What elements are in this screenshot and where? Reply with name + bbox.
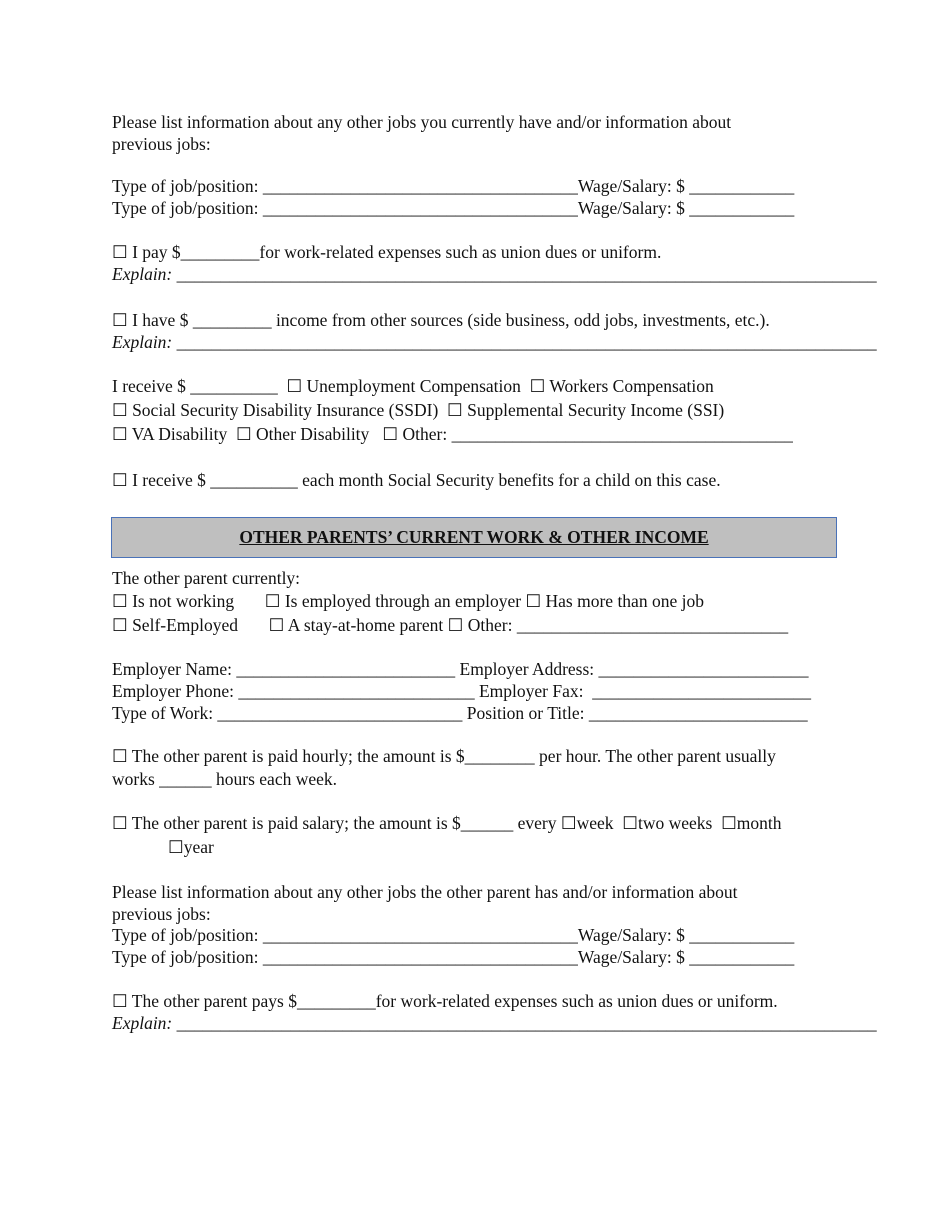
week-label: week [576, 813, 623, 833]
op-jobs-intro-line1: Please list information about any other jobs the other parent has and/or information about [112, 882, 738, 902]
not-working-checkbox[interactable]: ☐ [112, 591, 128, 611]
other-disability-label: Other Disability [251, 424, 383, 444]
employed-label: Is employed through an employer [280, 591, 526, 611]
workers-comp-checkbox[interactable]: ☐ [529, 376, 546, 396]
op-explain-row [112, 1012, 877, 1034]
explain-label: Explain: [112, 1013, 173, 1033]
two-weeks-label: two weeks [637, 813, 722, 833]
other-income-row [112, 309, 770, 331]
section-banner [111, 517, 837, 558]
explain-field-1[interactable]: ________________________________________________________________________________ [172, 264, 877, 284]
receive-label: I receive $ __________ [112, 376, 287, 396]
other-benefit-label: Other: _______________________________________ [398, 424, 793, 444]
wage-label: Wage/Salary: $ [577, 947, 690, 967]
explain-row-1 [112, 263, 877, 285]
receive-row-3 [112, 423, 793, 445]
other-jobs-intro-line2: previous jobs: [112, 134, 211, 154]
year-label: year [183, 837, 214, 857]
job-row-1 [112, 175, 794, 197]
stay-home-label: A stay-at-home parent [284, 615, 448, 635]
op-expenses-row [112, 990, 778, 1012]
wage-label: Wage/Salary: $ [577, 198, 690, 218]
week-checkbox[interactable]: ☐ [560, 813, 577, 833]
salary-text: The other parent is paid salary; the amount is $______ every [127, 813, 561, 833]
job-position-field-1[interactable]: ____________________________________ [262, 176, 578, 196]
child-ss-checkbox[interactable]: ☐ [112, 470, 128, 490]
va-label: VA Disability [127, 424, 236, 444]
op-expenses-checkbox[interactable]: ☐ [112, 991, 128, 1011]
explain-label: Explain: [112, 332, 173, 352]
employer-name-row[interactable]: Employer Name: _________________________ Employer Address: ________________________ [112, 659, 809, 679]
explain-row-2 [112, 331, 877, 353]
job-label: Type of job/position: [112, 925, 263, 945]
child-ss-text: I receive $ __________ each month Social Security benefits for a child on this case. [127, 470, 721, 490]
status-row-1 [112, 590, 704, 612]
other-jobs-intro-line1: Please list information about any other jobs you currently have and/or information about [112, 112, 732, 132]
more-than-one-checkbox[interactable]: ☐ [525, 591, 542, 611]
other-income-checkbox[interactable]: ☐ [112, 310, 128, 330]
employer-phone-row[interactable]: Employer Phone: ___________________________ Employer Fax: _________________________ [112, 681, 811, 701]
section-title: OTHER PARENTS’ CURRENT WORK & OTHER INCOME [239, 527, 709, 547]
not-working-label: Is not working [127, 591, 265, 611]
year-checkbox[interactable]: ☐ [168, 837, 184, 857]
receive-row-2 [112, 399, 724, 421]
job-label: Type of job/position: [112, 176, 263, 196]
hourly-row-2: works ______ hours each week. [112, 769, 338, 789]
status-other-label: Other: _______________________________ [463, 615, 789, 635]
hourly-text: The other parent is paid hourly; the amount is $________ per hour. The other parent usually [127, 746, 776, 766]
more-than-one-label: Has more than one job [541, 591, 704, 611]
op-explain-field[interactable]: ________________________________________________________________________________ [172, 1013, 877, 1033]
two-weeks-checkbox[interactable]: ☐ [622, 813, 638, 833]
op-expenses-text: The other parent pays $_________for work-related expenses such as union dues or uniform. [127, 991, 778, 1011]
explain-label: Explain: [112, 264, 173, 284]
month-label: month [736, 813, 782, 833]
explain-field-2[interactable]: ________________________________________________________________________________ [172, 332, 877, 352]
op-jobs-intro-line2: previous jobs: [112, 904, 211, 924]
job-label: Type of job/position: [112, 947, 263, 967]
hourly-checkbox[interactable]: ☐ [112, 746, 128, 766]
status-row-2 [112, 614, 788, 636]
op-wage-field-1[interactable]: ____________ [689, 925, 795, 945]
op-job-row-2 [112, 946, 794, 968]
type-of-work-row[interactable]: Type of Work: ____________________________ Position or Title: _________________________ [112, 703, 808, 723]
workers-comp-label: Workers Compensation [545, 376, 714, 396]
expenses-row [112, 241, 661, 263]
expenses-text: I pay $_________for work-related expenses such as union dues or uniform. [127, 242, 662, 262]
ssdi-checkbox[interactable]: ☐ [112, 400, 128, 420]
ssi-label: Supplemental Security Income (SSI) [462, 400, 725, 420]
wage-field-2[interactable]: ____________ [689, 198, 795, 218]
other-income-text: I have $ _________ income from other sources (side business, odd jobs, investments, etc.). [127, 310, 770, 330]
stay-home-checkbox[interactable]: ☐ [268, 615, 285, 635]
expenses-checkbox[interactable]: ☐ [112, 242, 128, 262]
unemployment-label: Unemployment Compensation [302, 376, 530, 396]
job-row-2 [112, 197, 794, 219]
self-employed-checkbox[interactable]: ☐ [112, 615, 128, 635]
other-benefit-checkbox[interactable]: ☐ [382, 424, 399, 444]
va-checkbox[interactable]: ☐ [112, 424, 128, 444]
currently-label: The other parent currently: [112, 568, 301, 588]
op-job-position-field-2[interactable]: ____________________________________ [262, 947, 578, 967]
ssdi-label: Social Security Disability Insurance (SSDI) [127, 400, 448, 420]
child-ss-row [112, 469, 721, 491]
self-employed-label: Self-Employed [127, 615, 269, 635]
hourly-row-1 [112, 745, 776, 767]
op-job-position-field-1[interactable]: ____________________________________ [262, 925, 578, 945]
salary-row-2 [168, 836, 214, 858]
month-checkbox[interactable]: ☐ [721, 813, 737, 833]
job-label: Type of job/position: [112, 198, 263, 218]
wage-field-1[interactable]: ____________ [689, 176, 795, 196]
status-other-checkbox[interactable]: ☐ [447, 615, 464, 635]
salary-row [112, 812, 782, 834]
unemployment-checkbox[interactable]: ☐ [286, 376, 303, 396]
wage-label: Wage/Salary: $ [577, 925, 690, 945]
job-position-field-2[interactable]: ____________________________________ [262, 198, 578, 218]
receive-row-1 [112, 375, 714, 397]
wage-label: Wage/Salary: $ [577, 176, 690, 196]
op-wage-field-2[interactable]: ____________ [689, 947, 795, 967]
salary-checkbox[interactable]: ☐ [112, 813, 128, 833]
op-job-row-1 [112, 924, 794, 946]
employed-checkbox[interactable]: ☐ [264, 591, 281, 611]
other-disability-checkbox[interactable]: ☐ [235, 424, 252, 444]
ssi-checkbox[interactable]: ☐ [447, 400, 463, 420]
